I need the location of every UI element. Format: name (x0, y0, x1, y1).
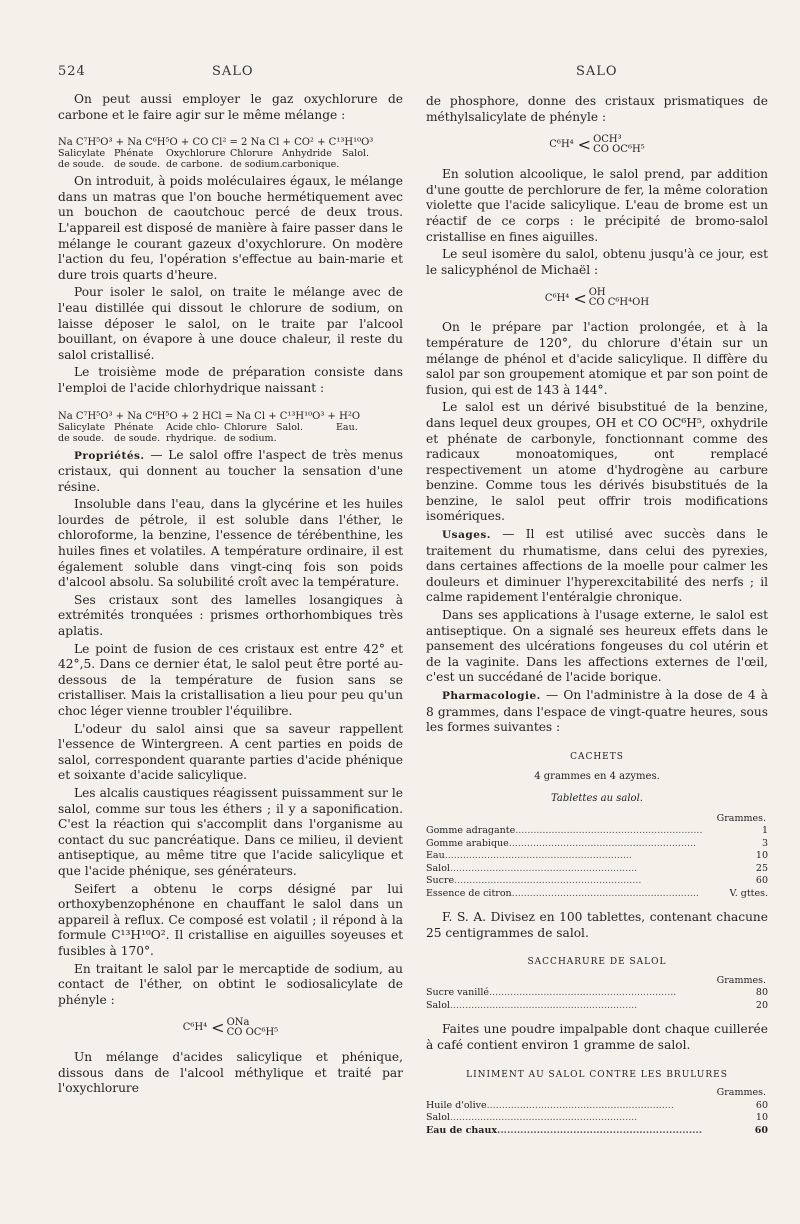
formula-base: C⁶H⁴ (549, 139, 574, 151)
ingredient-name: Gomme arabique (426, 837, 509, 849)
equation-label: Salicylate (58, 148, 106, 160)
leader-dots: .............................................................. (511, 887, 699, 899)
recipe-line (426, 1000, 768, 1013)
ingredient-qty: 80 (755, 987, 768, 999)
chemical-equation-2 (58, 411, 403, 444)
recipe-line (426, 863, 768, 876)
formula-branch-bottom: CO OC⁶H⁵ (593, 144, 645, 156)
recipe-title-tablettes: Tablettes au salol. (551, 792, 643, 804)
leader-dots: .............................................................. (497, 1124, 703, 1136)
ingredient-name: Salol (426, 1112, 450, 1124)
recipe-unit: Grammes. (716, 974, 766, 986)
equation-label: Chlorure (230, 148, 273, 160)
equation-label: Anhydride (282, 148, 332, 160)
equation-label: Acide chlo- (166, 421, 220, 433)
structural-formula-methylsalicylate (426, 135, 768, 155)
paragraph-proprietes (58, 448, 403, 496)
paragraph: On le prépare par l'action prolongée, et à la température de 120°, du chlorure d'étain sur un mélange de phénol et d'acide salicylique. Il diffère du salol par son groupement atomique et par son point de fusion, qui est de 143 à 144°. (426, 320, 768, 397)
equation-label: de carbone. (166, 159, 223, 171)
paragraph: Le salol est un dérivé bisubstitué de la benzine, dans lequel deux groupes, OH et CO OC⁶H⁵, oxhydrile et phénate de carbonyle, fonctionnant comme des radicaux monoatomiques, ont remplacé respectivement un atome d'hydrogène au carbure benzine. Comme tous les dérivés bisubstitués de la benzine, le salol peut offrir trois modifications isomériques. (426, 400, 768, 524)
ingredient-qty: 10 (755, 1112, 768, 1124)
paragraph: En traitant le salol par le mercaptide de sodium, au contact de l'éther, on obtint le sodiosalicylate de phényle : (58, 961, 403, 1007)
recipe-title-liniment: LINIMENT AU SALOL CONTRE LES BRULURES (466, 1069, 728, 1080)
leader-dots: .............................................................. (449, 999, 638, 1011)
equation-label: Eau. (336, 421, 358, 433)
equation-label: de soude. (58, 432, 105, 444)
equation-label: Oxychlorure (166, 148, 226, 160)
ingredient-qty: 1 (761, 825, 768, 837)
paragraph: Seifert a obtenu le corps désigné par lui orthoxybenzophénone en chauffant le salol dans un appareil à reflux. Ce composé est volatil ; il répond à la formule C¹³H¹⁰O². Il cristallise en aiguilles soyeuses et fusibles à 170°. (58, 881, 403, 958)
paragraph: F. S. A. Divisez en 100 tablettes, contenant chacune 25 centigrammes de salol. (426, 910, 768, 940)
leader-dots: .............................................................. (508, 837, 697, 849)
recipe-unit: Grammes. (716, 1087, 766, 1099)
ingredient-name: Sucre vanillé (426, 987, 490, 999)
formula-branch-bottom: CO OC⁶H⁵ (226, 1027, 279, 1039)
recipe-unit: Grammes. (716, 812, 766, 824)
recipe-line (426, 987, 768, 1000)
leader-dots: .............................................................. (454, 875, 642, 887)
paragraph: Les alcalis caustiques réagissent puissamment sur le salol, comme sur tous les éthers ; il y a saponification. C'est la réaction qui s'accomplit dans l'organisme au contact du suc pancréatique. Dans ce milieu, il devient antiseptique, au même titre que l'acide salicylique et que l'acide phénique, ses générateurs. (58, 785, 403, 878)
formula-branch-top: OCH³ (593, 134, 622, 146)
equation-labels-row (58, 159, 403, 170)
formula-branches (227, 1018, 279, 1038)
equation-label: rhydrique. (166, 432, 217, 444)
paragraph: Le seul isomère du salol, obtenu jusqu'à ce jour, est le salicyphénol de Michaël : (426, 247, 768, 277)
equation-label: de sodium. (230, 159, 283, 171)
left-column (58, 92, 403, 1099)
ingredient-name: Salol (426, 862, 450, 874)
paragraph: En solution alcoolique, le salol prend, par addition d'une goutte de perchlorure de fer, la même coloration violette que l'acide salicylique. L'eau de brome est un réactif de ce corps : le précipité de bromo-salol cristallise en fines aiguilles. (426, 167, 768, 244)
leader-dots: .............................................................. (444, 850, 632, 862)
running-head-right: SALO (576, 64, 618, 79)
ingredient-qty: V. gttes. (729, 887, 768, 899)
recipe-line (426, 888, 768, 901)
equation-label: de sodium. (224, 432, 277, 444)
recipe-line (426, 838, 768, 851)
equation-label: Phénate (114, 148, 154, 160)
formula-base: C⁶H⁴ (182, 1022, 208, 1034)
ingredient-qty: 20 (755, 999, 768, 1011)
paragraph: Un mélange d'acides salicylique et phénique, dissous dans de l'alcool méthylique et traité par l'oxychlorure (58, 1050, 403, 1096)
recipe-title-saccharure: SACCHARURE DE SALOL (527, 957, 667, 968)
recipe-saccharure (426, 975, 768, 1013)
formula-base: C⁶H⁴ (544, 292, 570, 304)
section-heading-usages: Usages. (442, 529, 491, 542)
paragraph-text: — On l'administre à la dose de 4 à 8 grammes, dans l'espace de vingt-quatre heures, sous les formes suivantes : (426, 688, 768, 735)
formula-branches (589, 288, 649, 308)
equation-label: carbonique. (282, 159, 340, 171)
recipe-line (426, 1100, 768, 1113)
paragraph-usages (426, 527, 768, 606)
equation-labels-row (58, 433, 403, 444)
section-heading-proprietes: Propriétés. (74, 449, 145, 462)
ingredient-name: Eau (426, 850, 445, 862)
equation-label: Salol. (342, 148, 369, 160)
equation-label: de soude. (114, 159, 161, 171)
section-heading-pharmacologie: Pharmacologie. (442, 690, 541, 702)
equation-label: Chlorure (224, 421, 267, 433)
bracket-symbol: < (211, 1018, 225, 1038)
equation-formula: Na C⁷H⁵O³ + Na C⁶H⁵O + CO Cl² = 2 Na Cl + CO² + C¹³H¹⁰O³ (58, 137, 374, 149)
equation-label: Salicylate (58, 421, 106, 433)
formula-branch-bottom: CO C⁶H⁴OH (588, 297, 650, 309)
paragraph: L'odeur du salol ainsi que sa saveur rappellent l'essence de Wintergreen. A cent parties en poids de salol, correspondent quarante parties d'acide phénique et soixante d'acide salicylique. (58, 721, 403, 783)
paragraph: de phosphore, donne des cristaux prismatiques de méthylsalicylate de phényle : (426, 94, 768, 124)
bracket-symbol: < (573, 288, 587, 308)
ingredient-name: Essence de citron (426, 887, 512, 899)
leader-dots: .............................................................. (515, 825, 703, 837)
paragraph: Insoluble dans l'eau, dans la glycérine et les huiles lourdes de pétrole, il est soluble dans l'éther, le chloroforme, la benzine, l'essence de térébenthine, les huiles fines et volatiles. A température ordinaire, il est également soluble dans vingt-cinq fois son poids d'alcool absolu. Sa solubilité croît avec la température. (58, 497, 403, 590)
recipe-line (426, 1125, 768, 1138)
leader-dots: .............................................................. (449, 1112, 638, 1124)
chemical-equation-1 (58, 137, 403, 170)
bracket-symbol: < (577, 135, 592, 155)
formula-branch-top: OH (588, 287, 606, 299)
ingredient-qty: 3 (761, 837, 768, 849)
equation-label: Salol. (276, 421, 303, 433)
leader-dots: .............................................................. (449, 862, 638, 874)
paragraph: On introduit, à poids moléculaires égaux, le mélange dans un matras que l'on bouche hermétiquement avec un bouchon de caoutchouc percé de deux trous. L'appareil est disposé de manière à faire passer dans le mélange le courant gazeux d'oxychlorure. On modère l'action du feu, l'opération s'effectue au bain-marie et dure trois quarts d'heure. (58, 174, 403, 282)
ingredient-name: Gomme adragante (426, 825, 516, 837)
equation-label: de soude. (58, 159, 105, 171)
right-column (426, 94, 768, 1137)
paragraph: Pour isoler le salol, on traite le mélange avec de l'eau distillée qui dissout le chlorure de sodium, on laisse déposer le salol, on le traite par l'alcool bouillant, on évapore à une douce chaleur, il reste du salol cristallisé. (58, 285, 403, 362)
recipe-line (426, 850, 768, 863)
recipe-subtitle-cachets: 4 grammes en 4 azymes. (534, 771, 660, 783)
structural-formula-salicyphenol (426, 288, 768, 308)
recipe-title-cachets: CACHETS (570, 751, 624, 762)
ingredient-name: Salol (426, 999, 450, 1011)
ingredient-qty: 10 (755, 850, 768, 862)
leader-dots: .............................................................. (486, 1099, 674, 1111)
paragraph: Le point de fusion de ces cristaux est entre 42° et 42°,5. Dans ce dernier état, le salol peut être porté au-dessous de la température de fusion sans se cristalliser. Mais la cristallisation a lieu pour peu qu'un choc léger vienne troubler l'équilibre. (58, 641, 403, 718)
paragraph: On peut aussi employer le gaz oxychlorure de carbone et le faire agir sur le même mélange : (58, 92, 403, 122)
recipe-line (426, 875, 768, 888)
paragraph: Faites une poudre impalpable dont chaque cuillerée à café contient environ 1 gramme de salol. (426, 1022, 768, 1052)
ingredient-qty: 60 (755, 875, 768, 887)
recipe-tablettes (426, 813, 768, 901)
equation-label: Phénate (114, 421, 154, 433)
formula-branches (593, 135, 645, 155)
paragraph: Le troisième mode de préparation consiste dans l'emploi de l'acide chlorhydrique naissant : (58, 365, 403, 395)
paragraph: Dans ses applications à l'usage externe, le salol est antiseptique. On a signalé ses heureux effets dans le pansement des ulcérations fongeuses du col utérin et de la vaginite. Dans les affections externes de l'œil, c'est un succédané de l'acide borique. (426, 608, 768, 685)
recipe-liniment (426, 1087, 768, 1137)
ingredient-qty: 60 (754, 1124, 768, 1136)
formula-branch-top: ONa (226, 1017, 250, 1029)
paragraph-text: — Le salol offre l'aspect de très menus cristaux, qui donnent au toucher la sensation d'une résine. (58, 447, 404, 494)
equation-labels-row (58, 148, 403, 159)
ingredient-name: Eau de chaux (426, 1124, 498, 1136)
running-head-left: SALO (212, 64, 254, 79)
equation-formula: Na C⁷H⁵O³ + Na C⁶H⁵O + 2 HCl = Na Cl + C¹³H¹⁰O³ + H²O (58, 410, 361, 422)
paragraph-pharmacologie (426, 688, 768, 736)
leader-dots: .............................................................. (489, 987, 677, 999)
ingredient-qty: 60 (755, 1099, 768, 1111)
paragraph: Ses cristaux sont des lamelles losangiques à extrémités tronquées : prismes orthorhombiques très aplatis. (58, 592, 403, 639)
recipe-line (426, 825, 768, 838)
equation-labels-row (58, 422, 403, 433)
ingredient-name: Huile d'olive (426, 1099, 487, 1111)
ingredient-name: Sucre (426, 875, 455, 887)
equation-label: de soude. (114, 432, 161, 444)
recipe-line (426, 1112, 768, 1125)
paragraph-text: — Il est utilisé avec succès dans le traitement du rhumatisme, dans celui des pyrexies, dans certaines affections de la moelle pour calmer les douleurs et diminuer l'hyperexcitabilité des nerfs ; il calme rapidement l'entéralgie chronique. (426, 527, 769, 605)
page-number: 524 (58, 64, 86, 79)
ingredient-qty: 25 (755, 862, 768, 874)
structural-formula-sodiosalicylate (58, 1018, 403, 1038)
